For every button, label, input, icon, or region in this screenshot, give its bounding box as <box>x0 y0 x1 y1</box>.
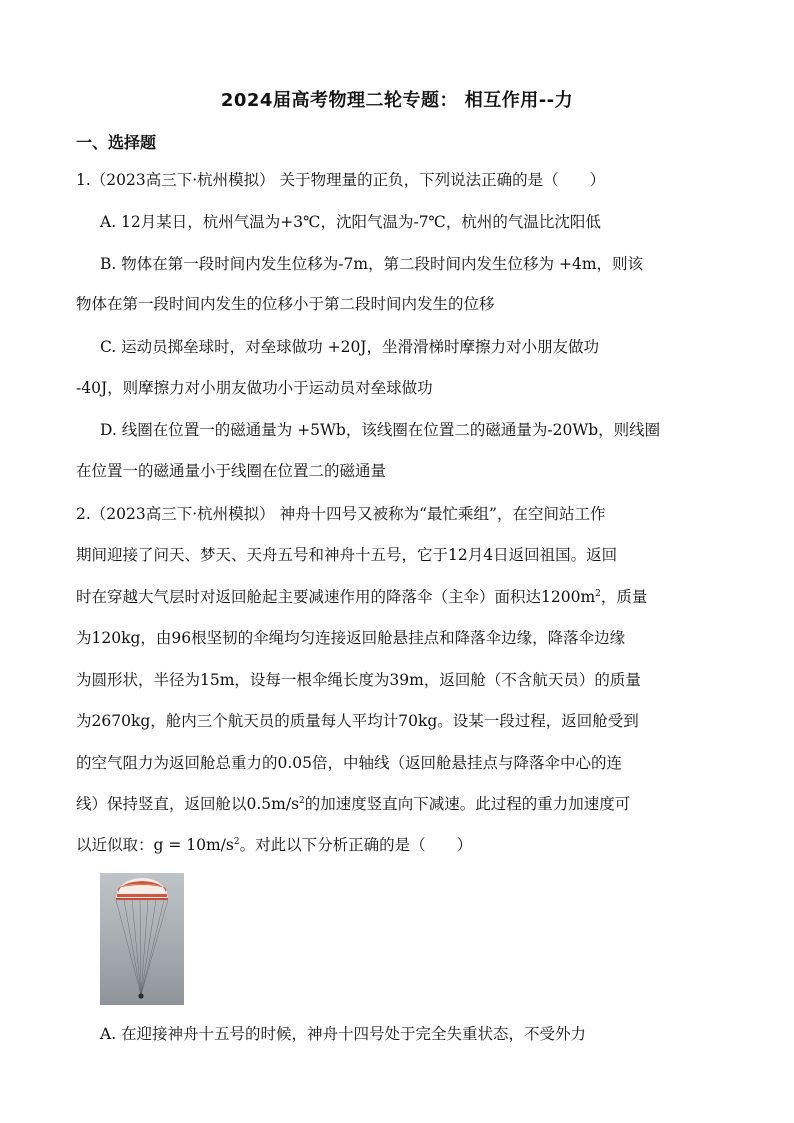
question-2-line-8-part-b: 的加速度竖直向下减速。此过程的重力加速度可 <box>304 795 631 813</box>
question-1-option-b-line-2: 物体在第一段时间内发生的位移小于第二段时间内发生的位移 <box>76 295 495 313</box>
question-2-line-4: 为120kg，由96根坚韧的伞绳均匀连接返回舱悬挂点和降落伞边缘，降落伞边缘 <box>76 629 626 647</box>
question-1-option-c-line-1: C. 运动员掷垒球时，对垒球做功 +20J，坐滑滑梯时摩擦力对小朋友做功 <box>100 338 600 356</box>
question-1-option-d-line-2: 在位置一的磁通量小于线圈在位置二的磁通量 <box>76 462 387 480</box>
question-2-line-8-part-a: 线）保持竖直，返回舱以0.5m/s <box>76 795 300 813</box>
question-1-stem: 1.（2023高三下·杭州模拟） 关于物理量的正负，下列说法正确的是（ ） <box>76 171 606 189</box>
question-1-option-a: A. 12月某日，杭州气温为+3℃，沈阳气温为-7℃，杭州的气温比沈阳低 <box>100 213 601 231</box>
page-title: 2024届高考物理二轮专题： 相互作用--力 <box>220 90 574 111</box>
question-2-line-9-part-b: 。对此以下分析正确的是（ ） <box>239 836 473 854</box>
question-1-option-c-line-2: -40J，则摩擦力对小朋友做功小于运动员对垒球做功 <box>76 379 433 397</box>
superscript: 2 <box>233 836 240 847</box>
question-2-line-2: 期间迎接了问天、梦天、天舟五号和神舟十五号，它于12月4日返回祖国。返回 <box>76 546 618 564</box>
question-2-line-6: 为2670kg，舱内三个航天员的质量每人平均计70kg。设某一段过程，返回舱受到 <box>76 712 639 730</box>
parachute-photo <box>100 873 184 1005</box>
question-2-line-9 <box>76 835 756 855</box>
question-2-line-7: 的空气阻力为返回舱总重力的0.05倍，中轴线（返回舱悬挂点与降落伞中心的连 <box>76 754 623 772</box>
question-2-line-3-part-b: ，质量 <box>600 588 648 606</box>
section-heading: 一、选择题 <box>76 133 157 152</box>
question-2-line-8 <box>76 794 756 814</box>
question-2-line-3 <box>76 587 756 607</box>
question-2-line-3-part-a: 时在穿越大气层时对返回舱起主要减速作用的降落伞（主伞）面积达1200m <box>76 588 596 606</box>
capsule <box>138 993 143 998</box>
question-2-line-1: 2.（2023高三下·杭州模拟） 神舟十四号又被称为“最忙乘组”，在空间站工作 <box>76 505 606 523</box>
superscript: 2 <box>595 588 601 599</box>
superscript: 2 <box>299 795 305 806</box>
question-1-option-d-line-1: D. 线圈在位置一的磁通量为 +5Wb，该线圈在位置二的磁通量为-20Wb，则线圈 <box>100 421 661 439</box>
question-1-option-b-line-1: B. 物体在第一段时间内发生位移为-7m，第二段时间内发生位移为 +4m，则该 <box>100 255 644 273</box>
question-2-option-a: A. 在迎接神舟十五号的时候，神舟十四号处于完全失重状态，不受外力 <box>100 1025 587 1043</box>
question-2-line-9-part-a: 以近似取：g = 10m/s <box>76 836 234 854</box>
question-2-line-5: 为圆形状，半径为15m，设每一根伞绳长度为39m，返回舱（不含航天员）的质量 <box>76 671 641 689</box>
